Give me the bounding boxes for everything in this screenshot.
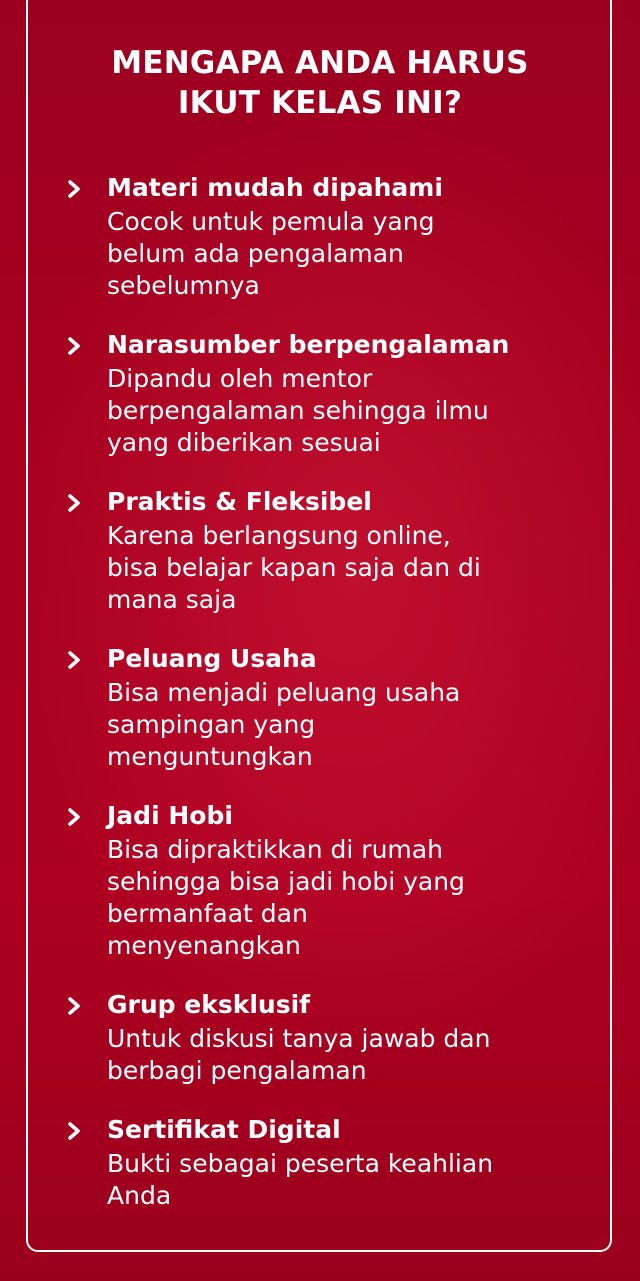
benefit-description-line: menyenangkan <box>107 931 301 960</box>
benefit-description <box>107 363 607 459</box>
benefit-description-line: sehingga bisa jadi hobi yang <box>107 867 465 896</box>
benefit-description <box>107 677 607 773</box>
benefit-description-line: Anda <box>107 1181 172 1210</box>
benefit-description <box>107 206 607 302</box>
benefit-title: Narasumber berpengalaman <box>107 330 510 359</box>
benefit-description-line: menguntungkan <box>107 742 313 771</box>
benefit-title: Jadi Hobi <box>107 801 233 830</box>
benefit-description-line: berbagi pengalaman <box>107 1056 367 1085</box>
benefit-description-line: Untuk diskusi tanya jawab dan <box>107 1024 491 1053</box>
page-title-line-1: MENGAPA ANDA HARUS <box>111 45 529 81</box>
benefit-description <box>107 1148 607 1212</box>
benefit-title: Grup eksklusif <box>107 990 311 1019</box>
benefit-description-line: Bukti sebagai peserta keahlian <box>107 1149 494 1178</box>
benefit-title: Sertifikat Digital <box>107 1115 341 1144</box>
chevron-right-icon <box>66 997 84 1015</box>
benefit-description-line: berpengalaman sehingga ilmu <box>107 396 489 425</box>
benefit-title: Materi mudah dipahami <box>107 173 443 202</box>
benefit-description-line: sebelumnya <box>107 271 260 300</box>
benefit-description-line: bisa belajar kapan saja dan di <box>107 553 481 582</box>
benefit-description <box>107 520 607 616</box>
chevron-right-icon <box>66 1122 84 1140</box>
page-title-line-2: IKUT KELAS INI? <box>177 85 463 121</box>
benefit-description <box>107 1023 607 1087</box>
page-title <box>26 43 614 123</box>
benefit-title: Praktis & Fleksibel <box>107 487 372 516</box>
benefit-description-line: Dipandu oleh mentor <box>107 364 373 393</box>
chevron-right-icon <box>66 180 84 198</box>
chevron-right-icon <box>66 651 84 669</box>
chevron-right-icon <box>66 494 84 512</box>
benefit-description-line: Karena berlangsung online, <box>107 521 451 550</box>
chevron-right-icon <box>66 808 84 826</box>
benefit-description <box>107 834 607 962</box>
benefit-description-line: Bisa menjadi peluang usaha <box>107 678 461 707</box>
benefit-description-line: belum ada pengalaman <box>107 239 404 268</box>
benefit-description-line: Cocok untuk pemula yang <box>107 207 435 236</box>
benefit-description-line: sampingan yang <box>107 710 316 739</box>
chevron-right-icon <box>66 337 84 355</box>
benefit-description-line: yang diberikan sesuai <box>107 428 381 457</box>
benefit-title: Peluang Usaha <box>107 644 317 673</box>
benefit-description-line: Bisa dipraktikkan di rumah <box>107 835 443 864</box>
benefit-description-line: bermanfaat dan <box>107 899 308 928</box>
benefit-description-line: mana saja <box>107 585 237 614</box>
